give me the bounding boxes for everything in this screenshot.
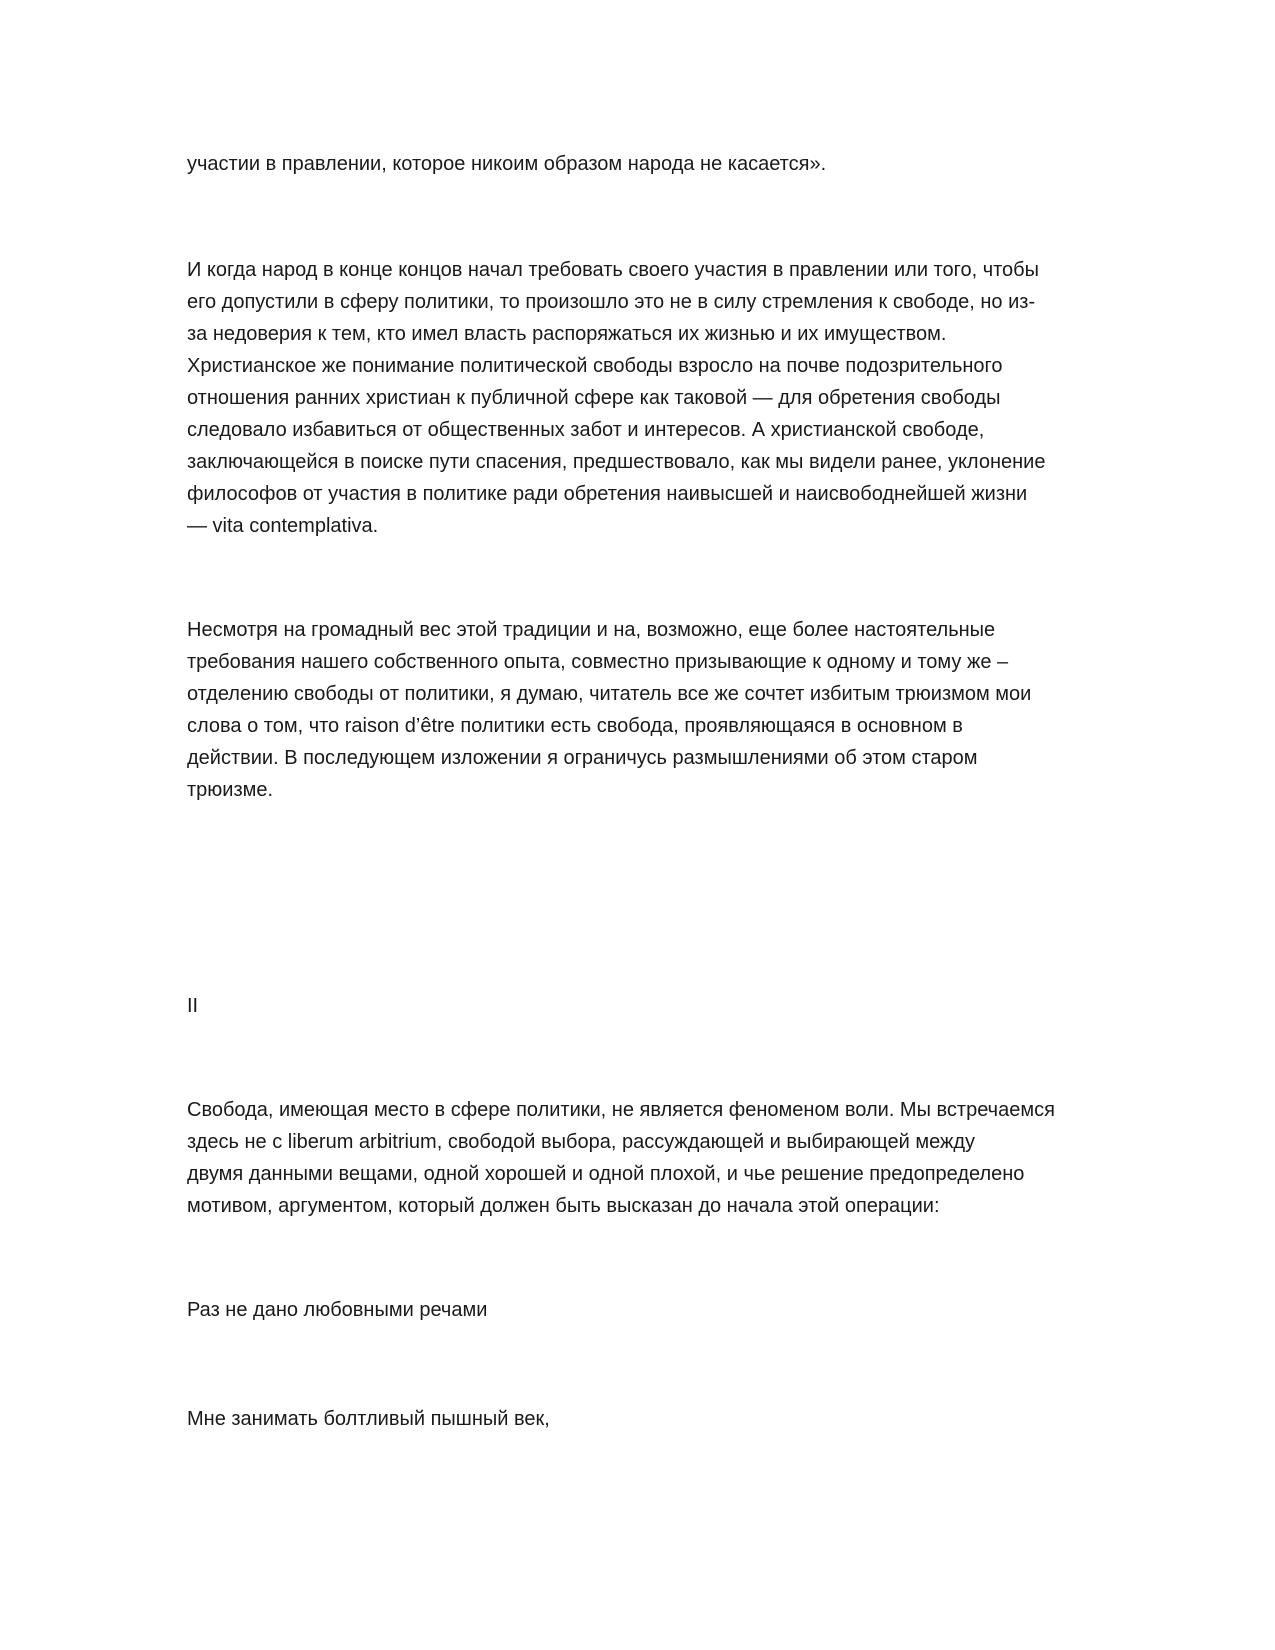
text-line: заключающейся в поиске пути спасения, предшествовало, как мы видели ранее, уклонение (187, 451, 1046, 473)
text-line: — vita contemplativa. (187, 515, 379, 537)
paragraph-continuation (187, 148, 1087, 180)
text-line: отношения ранних христиан к публичной сфере как таковой — для обретения свободы (187, 387, 1001, 409)
section-number: II (187, 995, 199, 1017)
text-line: за недоверия к тем, кто имел власть распоряжаться их жизнью и их имуществом. (187, 323, 947, 345)
text-line: действии. В последующем изложении я ограничусь размышлениями об этом старом (187, 747, 978, 769)
text-line: мотивом, аргументом, который должен быть высказан до начала этой операции: (187, 1195, 940, 1217)
text-line: требования нашего собственного опыта, совместно призывающие к одному и тому же – (187, 651, 1009, 673)
text-line: И когда народ в конце концов начал требовать своего участия в правлении или того, чтобы (187, 259, 1040, 281)
verse-line (187, 1403, 1087, 1435)
text-line: следовало избавиться от общественных забот и интересов. А христианской свободе, (187, 419, 985, 441)
text-line: Несмотря на громадный вес этой традиции и на, возможно, еще более настоятельные (187, 619, 996, 641)
text-line: двумя данными вещами, одной хорошей и одной плохой, и чье решение предопределено (187, 1163, 1025, 1185)
text-line: трюизме. (187, 779, 274, 801)
verse-line (187, 1294, 1087, 1326)
verse-text: Раз не дано любовными речами (187, 1299, 488, 1321)
paragraph-freedom-and-will (187, 1094, 1087, 1222)
verse-text: Мне занимать болтливый пышный век, (187, 1408, 550, 1430)
paragraph-people-and-politics (187, 254, 1087, 542)
text-line: слова о том, что raison d’être политики есть свобода, проявляющаяся в основном в (187, 715, 963, 737)
paragraph-raison-detre (187, 614, 1087, 806)
text-line: участии в правлении, которое никоим образом народа не касается». (187, 153, 827, 175)
text-line: отделению свободы от политики, я думаю, читатель все же сочтет избитым трюизмом мои (187, 683, 1032, 705)
text-line: философов от участия в политике ради обретения наивысшей и наисвободнейшей жизни (187, 483, 1028, 505)
text-line: здесь не с liberum arbitrium, свободой выбора, рассуждающей и выбирающей между (187, 1131, 976, 1153)
section-heading (187, 990, 1087, 1022)
text-line: его допустили в сферу политики, то произошло это не в силу стремления к свободе, но из- (187, 291, 1036, 313)
text-line: Христианское же понимание политической свободы взросло на почве подозрительного (187, 355, 1003, 377)
text-line: Свобода, имеющая место в сфере политики, не является феноменом воли. Мы встречаемся (187, 1099, 1055, 1121)
